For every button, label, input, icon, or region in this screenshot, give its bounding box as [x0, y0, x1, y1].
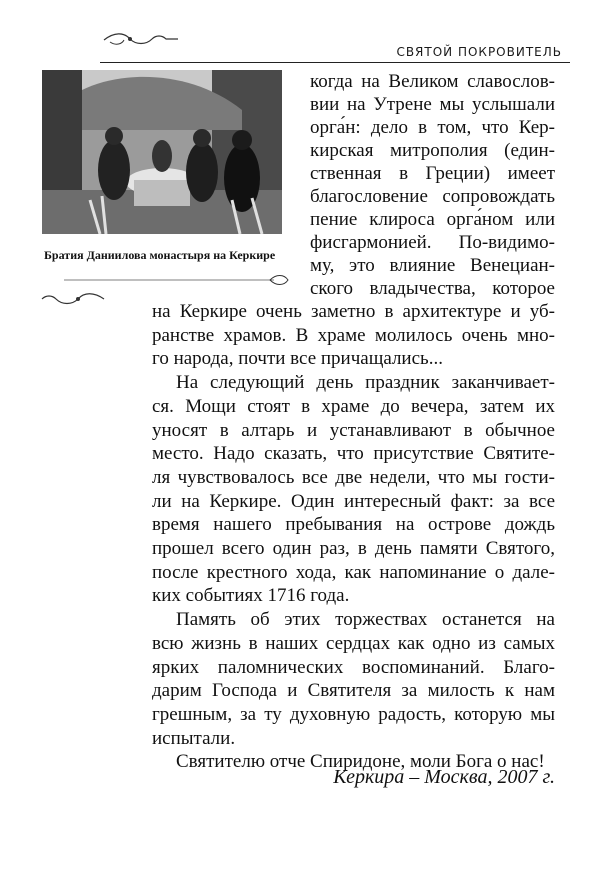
text-line: кирская митрополия (един- [310, 140, 555, 161]
text-line: после крестного хода, как напоминание о дале- [152, 561, 555, 583]
text-line: му, это влияние Венециан- [310, 255, 555, 276]
text-line: благословение сопровождать [310, 186, 555, 207]
text-line: дарим Господа и Святителя за милость к нам [152, 680, 555, 702]
body-text [152, 300, 555, 774]
text-line: ранстве храмов. В храме молилось очень мно- [152, 324, 555, 346]
text-line: время нашего пребывания на острове дождь [152, 514, 555, 536]
text-line: ля чувствовалось все две недели, что мы гости- [152, 466, 555, 488]
wrapped-paragraph [310, 70, 555, 300]
running-header [100, 28, 570, 66]
photo-image-icon [42, 70, 282, 234]
place-date-signature: Керкира – Москва, 2007 г. [333, 766, 555, 788]
figure-caption: Братия Даниилова монастыря на Керкире [44, 248, 276, 262]
text-line: ли на Керкире. Один интересный факт: за все [152, 490, 555, 512]
figure [42, 70, 294, 292]
text-line: ярких паломнических воспоминаний. Благо- [152, 656, 555, 678]
text-line: уносят в алтарь и устанавливают в обычное [152, 419, 555, 441]
flourish-ornament-icon [40, 290, 110, 308]
flourish-ornament-icon [64, 272, 294, 288]
text-line: орга́н: дело в том, что Кер- [310, 117, 555, 138]
text-line: грешным, за ту духовную радость, которую мы [152, 703, 555, 725]
text-line: Память об этих торжествах останется на [176, 609, 555, 631]
header-rule [100, 62, 570, 63]
flourish-ornament-icon [100, 30, 180, 48]
text-line: ственная в Греции) имеет [310, 163, 555, 184]
text-line: место. Надо сказать, что присутствие Святите- [152, 443, 555, 465]
text-line: ся. Мощи стоят в храме до вечера, затем их [152, 395, 555, 417]
section-title: СВЯТОЙ ПОКРОВИТЕЛЬ [396, 45, 562, 59]
text-line: ского владычества, которое [310, 278, 555, 299]
text-line: пение клироса орга́ном или [310, 209, 555, 230]
text-line: На следующий день праздник заканчивает- [176, 372, 555, 394]
text-line: Святителю отче Спиридоне, моли Бога о нас! [176, 751, 545, 773]
text-line: на Керкире очень заметно в архитектуре и уб- [152, 301, 555, 322]
text-line: когда на Великом славослов- [310, 71, 555, 92]
text-line: го народа, почти все причащались... [152, 348, 443, 370]
photo-monks [42, 70, 282, 234]
text-line: испытали. [152, 727, 236, 749]
text-line: фисгармонией. По-видимо- [310, 232, 555, 253]
text-line: ких событиях 1716 года. [152, 585, 350, 607]
text-line: прошел всего один раз, в день памяти Святого, [152, 538, 555, 560]
text-line: вии на Утрене мы услышали [310, 94, 555, 115]
text-line: всю жизнь в наших сердцах как одно из самых [152, 632, 555, 654]
